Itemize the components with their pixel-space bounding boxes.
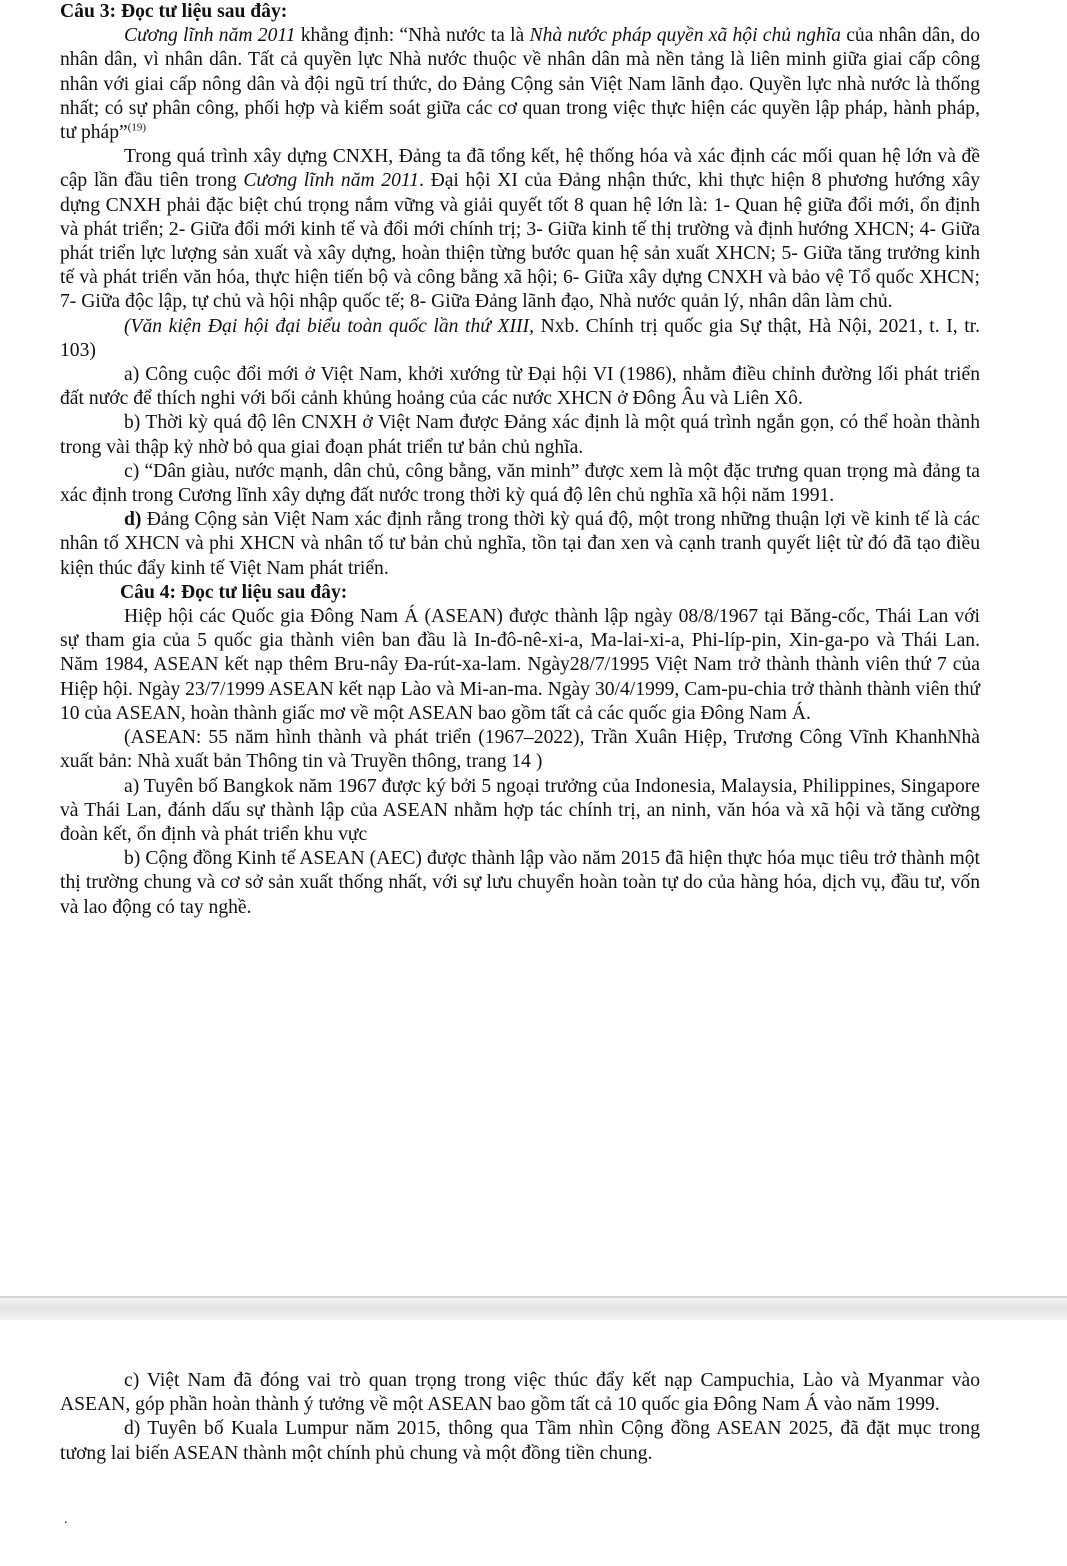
q3-statement-d-text: Đảng Cộng sản Việt Nam xác định rằng trong thời kỳ quá độ, một trong những thuận lợi về kinh tế là các nhân tố XHCN và phi XHCN và nhân tố tư bản chủ nghĩa, tồn tại đan xen và cạnh tranh quyết liệt từ đó đã tạo điều kiện thúc đẩy kinh tế Việt Nam phát triển. xyxy=(60,509,980,579)
question-4-heading: Câu 4: Đọc tư liệu sau đây: xyxy=(120,581,348,603)
q4-statement-d: d) Tuyên bố Kuala Lumpur năm 2015, thông qua Tầm nhìn Cộng đồng ASEAN 2025, đã đặt mục trong tương lai biến ASEAN thành một chính phủ chung và một đồng tiền chung. xyxy=(60,1418,980,1464)
q3-quote-italic-1: Cương lĩnh năm 2011 xyxy=(124,25,296,47)
q3-statement-c: c) “Dân giàu, nước mạnh, dân chủ, công bằng, văn minh” được xem là một đặc trưng quan trọng mà đảng ta xác định trong Cương lĩnh xây dựng đất nước trong thời kỳ quá độ lên chủ nghĩa xã hội năm 1991. xyxy=(60,460,980,507)
q3-statement-d-label: d) xyxy=(124,509,142,531)
q4-statement-b: b) Cộng đồng Kinh tế ASEAN (AEC) được thành lập vào năm 2015 đã hiện thực hóa mục tiêu trở thành một thị trường chung và cơ sở sản xuất thống nhất, với sự lưu chuyển hoàn toàn tự do của hàng hóa, dịch vụ, đầu tư, vốn và lao động có tay nghề. xyxy=(60,848,980,918)
q4-statement-c: c) Việt Nam đã đóng vai trò quan trọng trong việc thúc đẩy kết nạp Campuchia, Lào và Myanmar vào ASEAN, góp phần hoàn thành ý tưởng về một ASEAN bao gồm tất cả 10 quốc gia Đông Nam Á vào năm 1999. xyxy=(60,1370,980,1416)
question-3-heading: Câu 3: Đọc tư liệu sau đây: xyxy=(60,1,288,22)
stray-dot: . xyxy=(64,1512,68,1527)
q3-quote-italic-2: Nhà nước pháp quyền xã hội chủ nghĩa xyxy=(529,25,841,47)
q3-context-paragraph xyxy=(60,145,980,314)
page-break-gap xyxy=(0,1298,1067,1320)
q3-context-text-2: . Đại hội XI của Đảng nhận thức, khi thực hiện 8 phương hướng xây dựng CNXH phải đặc biệt chú trọng nắm vững và giải quyết tốt 8 quan hệ lớn là: 1- Quan hệ giữa đổi mới, ổn định và phát triển; 2- Giữa đổi mới kinh tế và đổi mới chính trị; 3- Giữa kinh tế thị trường và định hướng XHCN; 4- Giữa phát triển lực lượng sản xuất và xây dựng, hoàn thiện từng bước quan hệ sản xuất XHCN; 5- Giữa tăng trưởng kinh tế và phát triển văn hóa, thực hiện tiến bộ và công bằng xã hội; 6- Giữa xây dựng CNXH và bảo vệ Tổ quốc XHCN; 7- Giữa độc lập, tự chủ và hội nhập quốc tế; 8- Giữa Đảng lãnh đạo, Nhà nước quản lý, nhân dân làm chủ. xyxy=(60,170,981,313)
q3-statement-a: a) Công cuộc đổi mới ở Việt Nam, khởi xướng từ Đại hội VI (1986), nhằm điều chỉnh đường lối phát triển đất nước để thích nghi với bối cảnh khủng hoảng của các nước XHCN ở Đông Âu và Liên Xô. xyxy=(60,364,980,410)
q3-quote-text-2: của nhân dân, do nhân dân, vì nhân dân. Tất cả quyền lực Nhà nước thuộc về nhân dân mà nền tảng là liên minh giữa giai cấp công nhân với giai cấp nông dân và đội ngũ trí thức, do Đảng Cộng sản Việt Nam lãnh đạo. Quyền lực nhà nước là thống nhất; có sự phân công, phối hợp và kiểm soát giữa các cơ quan trong việc thực hiện các quyền lập pháp, hành pháp, tư pháp” xyxy=(60,25,980,144)
footnote-ref: (19) xyxy=(127,121,147,134)
document-page xyxy=(60,0,980,920)
q3-source xyxy=(60,315,980,363)
q4-statement-a: a) Tuyên bố Bangkok năm 1967 được ký bởi 5 ngoại trưởng của Indonesia, Malaysia, Philippines, Singapore và Thái Lan, đánh dấu sự thành lập của ASEAN nhằm hợp tác chính trị, an ninh, văn hóa và xã hội và tăng cường đoàn kết, ổn định và phát triển khu vực xyxy=(60,775,980,845)
q3-statement-d xyxy=(60,508,980,581)
q3-context-text-1: Trong quá trình xây dựng CNXH, Đảng ta đã tổng kết, hệ thống hóa và xác định các mối quan hệ lớn và đề cập lần đầu tiên trong xyxy=(60,146,980,192)
q3-source-text: Nxb. Chính trị quốc gia Sự thật, Hà Nội, 2021, t. I, tr. 103) xyxy=(60,315,981,361)
document-page-2 xyxy=(60,1369,980,1466)
q3-quote-paragraph xyxy=(60,24,980,145)
q4-document-paragraph: Hiệp hội các Quốc gia Đông Nam Á (ASEAN) được thành lập ngày 08/8/1967 tại Băng-cốc, Thái Lan với sự tham gia của 5 quốc gia thành viên ban đầu là In-đô-nê-xi-a, Ma-lai-xi-a, Phi-líp-pin, Xin-ga-po và Thái Lan. Năm 1984, ASEAN kết nạp thêm Bru-nây Đa-rút-xa-lam. Ngày28/7/1995 Việt Nam trở thành thành viên thứ 7 của Hiệp hội. Ngày 23/7/1999 ASEAN kết nạp Lào và Mi-an-ma. Ngày 30/4/1999, Cam-pu-chia trở thành thành viên thứ 10 của ASEAN, hoàn thành giấc mơ về một ASEAN bao gồm tất cả các quốc gia Đông Nam Á. xyxy=(60,606,980,724)
q3-source-title: (Văn kiện Đại hội đại biểu toàn quốc lần thứ XIII, xyxy=(124,315,534,337)
q3-quote-text-1: khẳng định: “Nhà nước ta là xyxy=(295,25,530,47)
q4-source: (ASEAN: 55 năm hình thành và phát triển (1967–2022), Trần Xuân Hiệp, Trương Công Vĩnh KhanhNhà xuất bản: Nhà xuất bản Thông tin và Truyền thông, trang 14 ) xyxy=(60,727,980,773)
q3-context-italic: Cương lĩnh năm 2011 xyxy=(243,170,420,192)
q3-statement-b: b) Thời kỳ quá độ lên CNXH ở Việt Nam được Đảng xác định là một quá trình ngắn gọn, có thể hoàn thành trong vài thập kỷ nhờ bỏ qua giai đoạn phát triển tư bản chủ nghĩa. xyxy=(60,412,980,458)
